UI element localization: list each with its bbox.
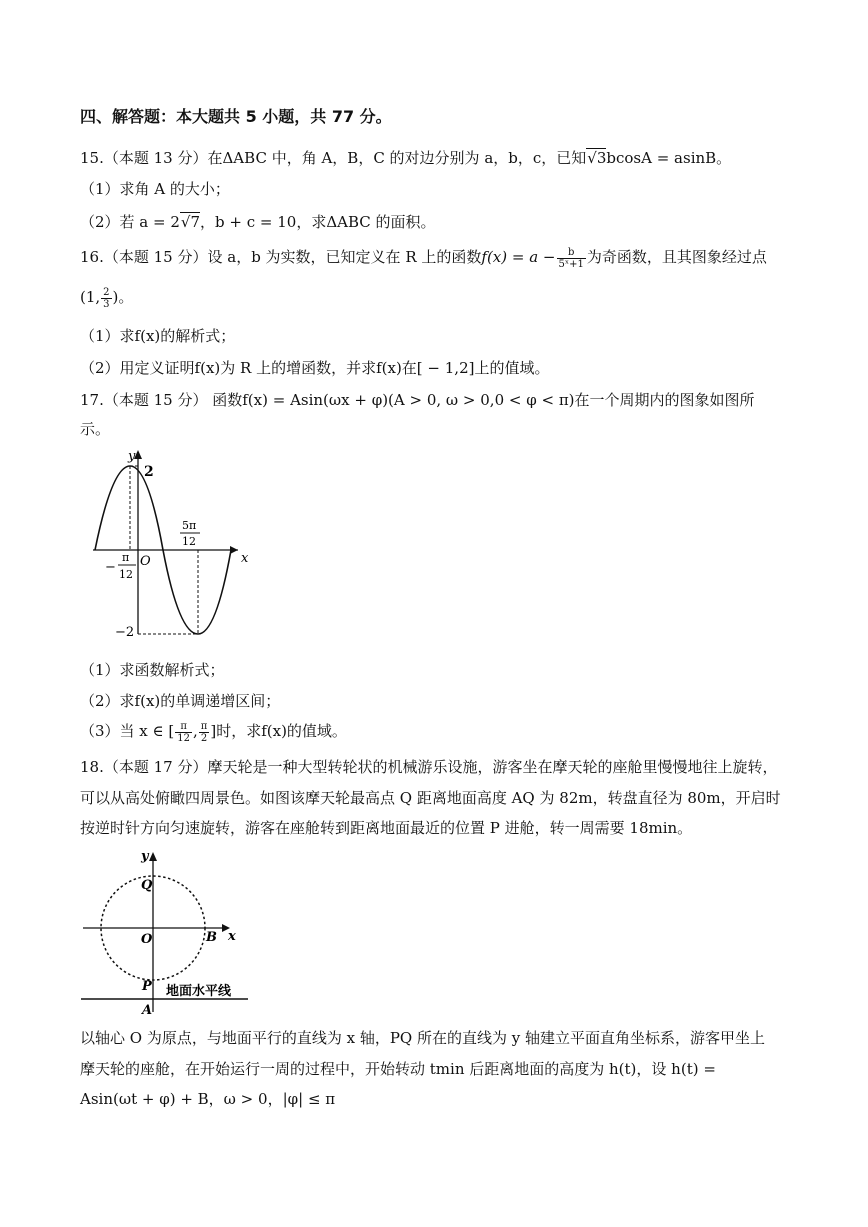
q16-point-num: 2: [103, 286, 110, 298]
q18-line5: 摩天轮的座舱，在开始运行一周的过程中，开始转动 tmin 后距离地面的高度为 h(t)，设 h(t) =: [80, 1060, 716, 1078]
right-num: 5π: [182, 519, 197, 532]
q17-part3-tail: ]时，求f(x)的值域。: [210, 722, 347, 740]
left-den: 12: [119, 568, 133, 581]
q16-point: [80, 286, 133, 310]
q16-stem: [80, 246, 767, 270]
q18-line6: Asin(ωt + φ) + B，ω > 0，|φ| ≤ π: [80, 1090, 336, 1108]
left-num: π: [122, 551, 130, 564]
q16-point-den: 3: [103, 298, 110, 310]
q15-sqrt: √3: [587, 149, 607, 167]
q15-stem: [80, 147, 731, 169]
ymax-label: 2: [144, 464, 154, 480]
q16-func: f(x) = a −: [481, 248, 556, 266]
q16-part2: （2）用定义证明f(x)为 R 上的增函数，并求f(x)在[ − 1,2]上的值域。: [80, 359, 550, 377]
q18-line4: 以轴心 O 为原点，与地面平行的直线为 x 轴，PQ 所在的直线为 y 轴建立平面直角坐标系，游客甲坐上: [80, 1029, 766, 1047]
ground-label: 地面水平线: [166, 984, 232, 999]
q17-frac1-den: 12: [177, 732, 190, 744]
q17-sine-graph: [78, 444, 258, 644]
y-label: y: [141, 849, 149, 864]
q16-point-frac: [101, 287, 111, 310]
q17-frac1: [175, 721, 192, 744]
q16-fraction: [557, 247, 586, 270]
q15-part1: （1）求角 A 的大小；: [80, 180, 230, 198]
q17-frac1-num: π: [175, 721, 192, 733]
y-label: y: [128, 449, 136, 464]
q17-stem-cont: 示。: [80, 420, 111, 438]
q17-part1: （1）求函数解析式；: [80, 661, 225, 679]
left-sign: −: [105, 560, 116, 575]
q18-ferris-wheel-figure: [78, 842, 263, 1020]
q-label: Q: [141, 878, 153, 893]
q16-tail: 为奇函数，且其图象经过点: [586, 248, 767, 266]
q17-frac2: [199, 721, 210, 744]
q15-part2: [80, 211, 436, 233]
x-label: x: [228, 929, 236, 944]
q17-part3: （3）当 x ∈ [ $\frac{\pi}{12}$ , $\frac{\pi}{2}$ ]时，求f(x)的值域。: [80, 720, 347, 744]
a-label: A: [142, 1003, 153, 1018]
q17-frac2-num: π: [200, 720, 208, 732]
q17-part2: （2）求f(x)的单调递增区间；: [80, 692, 281, 710]
p-label: P: [142, 979, 152, 994]
q15-part2-tail: ，b + c = 10，求ΔABC 的面积。: [200, 213, 436, 231]
q18-line3: 按逆时针方向匀速旋转，游客在座舱转到距离地面最近的位置 P 进舱，转一周需要 18min。: [80, 819, 693, 837]
b-label: B: [206, 930, 217, 945]
q16-head: 16.（本题 15 分）设 a，b 为实数，已知定义在 R 上的函数: [80, 248, 482, 266]
q16-point-pre: (1,: [80, 288, 101, 306]
q16-point-tail: )。: [112, 288, 134, 306]
right-den: 12: [182, 535, 196, 548]
q16-frac-num: b: [557, 247, 586, 259]
section-title: 四、解答题：本大题共 5 小题，共 77 分。: [80, 107, 392, 126]
q16-part1: （1）求f(x)的解析式；: [80, 327, 236, 345]
q15-tail: bcosA = asinB。: [606, 149, 732, 167]
q17-stem: 17.（本题 15 分） 函数f(x) = Asin(ωx + φ)(A > 0, ω > 0,0 < φ < π)在一个周期内的图象如图所: [80, 391, 755, 409]
q17-frac2-den: 2: [200, 732, 208, 744]
q18-line2: 可以从高处俯瞰四周景色。如图该摩天轮最高点 Q 距离地面高度 AQ 为 82m，转盘直径为 80m，开启时: [80, 789, 781, 807]
ymin-label: −2: [115, 625, 135, 640]
x-label: x: [241, 551, 249, 566]
q16-frac-den: 5ˣ+1: [558, 258, 584, 270]
q17-part3-pre: （3）当 x ∈ [: [80, 722, 175, 740]
y-axis-arrow-icon: [149, 852, 157, 861]
o-label: O: [141, 932, 153, 947]
origin-label: O: [140, 554, 151, 569]
q18-line1: 18.（本题 17 分）摩天轮是一种大型转轮状的机械游乐设施，游客坐在摩天轮的座舱里慢慢地往上旋转，: [80, 758, 778, 776]
q15-head: 15.（本题 13 分）在ΔABC 中，角 A，B，C 的对边分别为 a，b，c，已知: [80, 149, 587, 167]
q15-part2-sqrt: √7: [180, 213, 201, 231]
q15-part2-pre: （2）若 a = 2: [80, 213, 180, 231]
